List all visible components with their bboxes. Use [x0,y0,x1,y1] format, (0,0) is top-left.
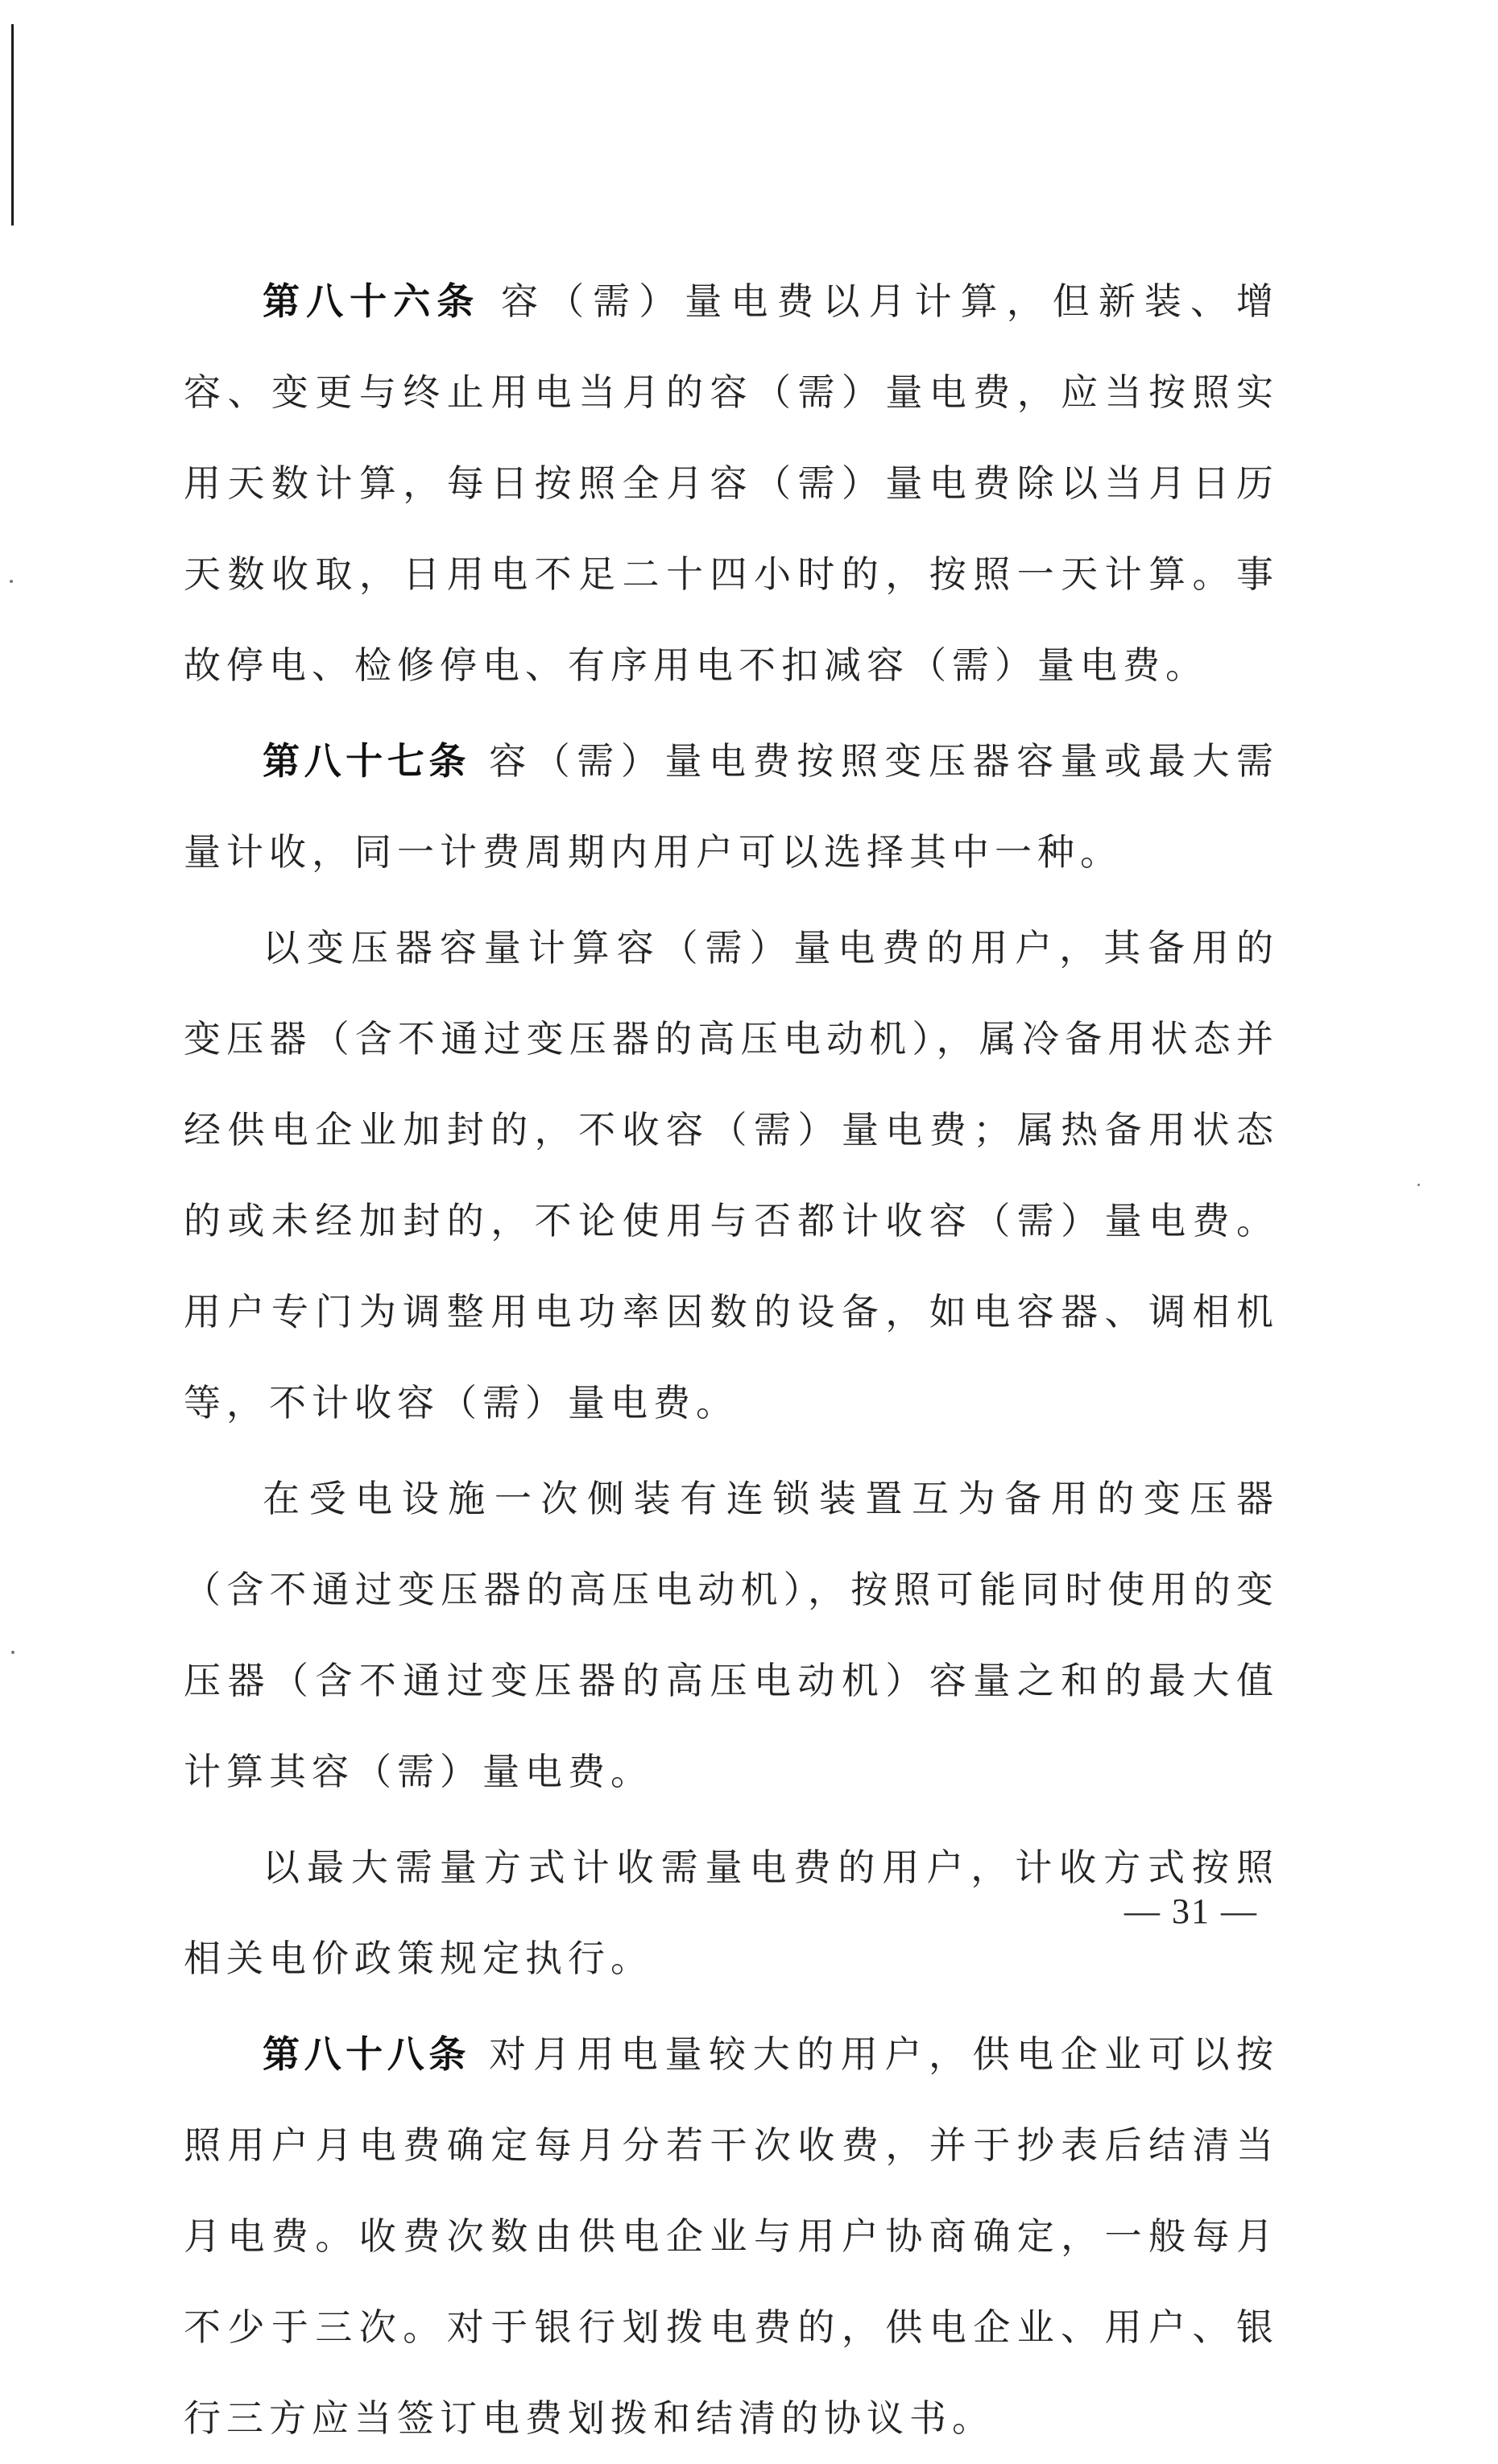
paragraph-text: 在受电设施一次侧装有连锁装置互为备用的变压器（含不通过变压器的高压电动机），按照可能同时使用的变压器（含不通过变压器的高压电动机）容量之和的最大值计算其容（需）量电费。 [184,1477,1279,1793]
scan-edge-line [11,24,14,225]
paragraph-transformer-capacity [184,903,1279,1449]
paragraph-max-demand [184,1822,1279,2004]
document-body [184,256,1279,2464]
paragraph-text: 以变压器容量计算容（需）量电费的用户，其备用的变压器（含不通过变压器的高压电动机），属冷备用状态并经供电企业加封的，不收容（需）量电费；属热备用状态的或未经加封的，不论使用与否都计收容（需）量电费。用户专门为调整用电功率因数的设备，如电容器、调相机等，不计收容（需）量电费。 [184,926,1279,1424]
scan-speck [11,1651,14,1654]
article-number: 第八十六条 [263,279,481,323]
scan-speck [10,580,13,583]
paragraph-article-88 [184,2009,1279,2464]
article-number: 第八十八条 [263,2032,470,2076]
paragraph-interlock-transformers [184,1453,1279,1817]
paragraph-article-87 [184,716,1279,898]
paragraph-text: 以最大需量方式计收需量电费的用户，计收方式按照相关电价政策规定执行。 [184,1846,1279,1980]
page-number: — 31 — [1124,1891,1258,1931]
scan-speck [1417,1184,1420,1186]
paragraph-text: 容（需）量电费按照变压器容量或最大需量计收，同一计费周期内用户可以选择其中一种。 [184,739,1280,874]
paragraph-article-86 [184,256,1279,711]
paragraph-text: 容（需）量电费以月计算，但新装、增容、变更与终止用电当月的容（需）量电费，应当按照实用天数计算，每日按照全月容（需）量电费除以当月日历天数收取，日用电不足二十四小时的，按照一天计算。事故停电、检修停电、有序用电不扣减容（需）量电费。 [184,279,1279,687]
paragraph-text: 对月用电量较大的用户，供电企业可以按照用户月电费确定每月分若干次收费，并于抄表后结清当月电费。收费次数由供电企业与用户协商确定，一般每月不少于三次。对于银行划拨电费的，供电企业、用户、银行三方应当签订电费划拨和结清的协议书。 [184,2032,1280,2440]
article-number: 第八十七条 [263,739,470,783]
